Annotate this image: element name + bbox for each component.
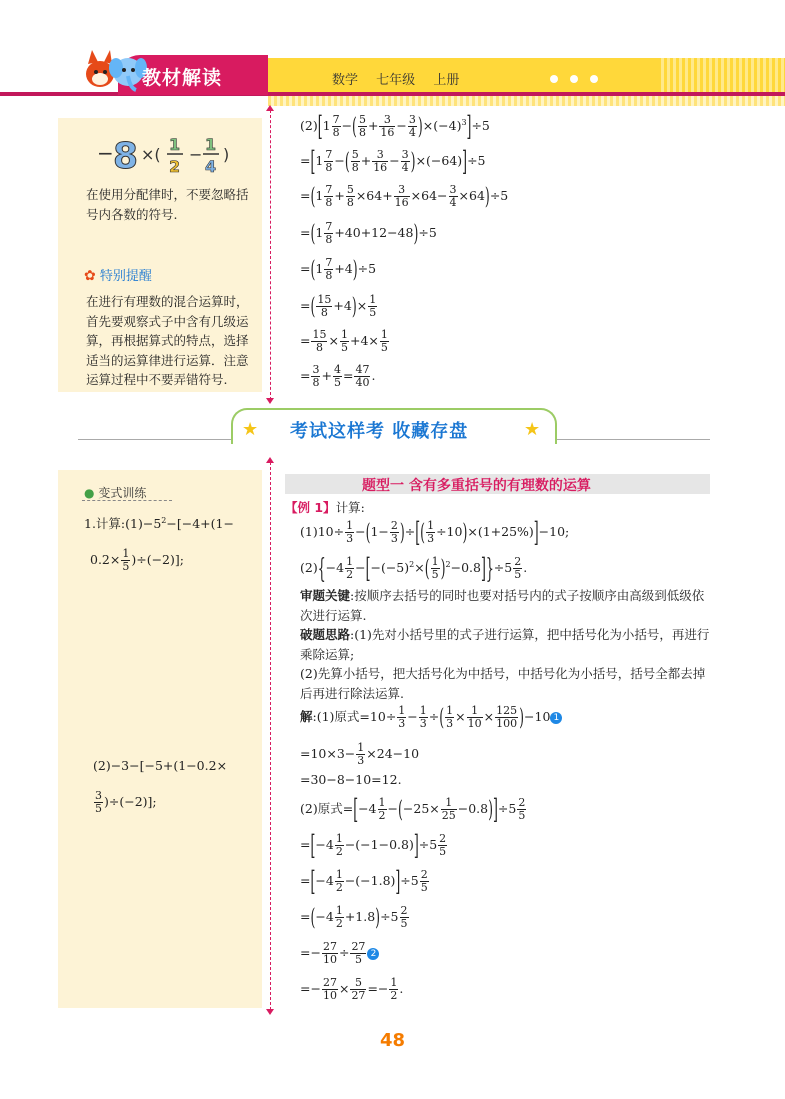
fox-icon: ✿ — [84, 268, 96, 284]
q1-prefix: 1.计算:(1)−5 — [84, 516, 162, 531]
practice-q1-line2: 0.2× $\frac{1}{5}$ )÷(−2)]; — [90, 547, 184, 573]
svg-text:1: 1 — [169, 135, 181, 154]
example-tail: 计算: — [335, 500, 365, 515]
top-solution-line-8: = $\frac{3}{8}$ + $\frac{4}{5}$ = $\frac{47}{40}$ . — [300, 363, 376, 389]
star-icon: ★ — [524, 419, 541, 440]
solving-idea — [300, 625, 712, 664]
solution-2-line-1: (2)原式=[−4 $\frac{1}{2}$ −(−25× $\frac{1}{25}$ −0.8)]÷5 $\frac{2}{5}$ — [300, 792, 526, 825]
divider-arrow-icon — [266, 105, 274, 111]
divider-arrow-icon — [266, 457, 274, 463]
top-solution-line-5: =(1 $\frac{7}{8}$ +4)÷5 — [300, 254, 377, 283]
idea-label: 破题思路 — [300, 627, 351, 642]
q1-rest: −[−4+(1− — [166, 516, 234, 531]
section-title: 教材解读 — [142, 67, 223, 89]
svg-text:−: − — [189, 145, 203, 164]
divider-arrow-icon — [266, 1009, 274, 1015]
svg-text:×(: ×( — [141, 145, 161, 164]
svg-text:8: 8 — [113, 136, 139, 177]
volume-label: 上册 — [433, 73, 460, 88]
book-info — [332, 69, 473, 88]
example-label: 【例 1】 — [285, 500, 336, 515]
tip-label: 特别提醒 — [99, 269, 152, 284]
fox-elephant-mascot-icon — [78, 46, 148, 96]
practice-underline — [82, 500, 172, 502]
star-icon: ★ — [242, 419, 259, 440]
top-solution-line-7: = $\frac{15}{8}$ × $\frac{1}{5}$ +4× $\frac{1}{5}$ — [300, 328, 388, 354]
solve-label: 解 — [300, 709, 313, 724]
q2-line2-end: )÷(−2)]; — [104, 794, 157, 809]
solution-2-line-4: =(−4 $\frac{1}{2}$ +1.8)÷5 $\frac{2}{5}$ — [300, 902, 408, 931]
q1-exponent: 2 — [161, 515, 167, 525]
practice-q2-line2: $\frac{3}{5}$ )÷(−2)]; — [95, 789, 157, 815]
key-label: 审题关键 — [300, 588, 351, 603]
solution-2-line-6: =− $\frac{27}{10}$ × $\frac{5}{27}$ =− $\frac{1}{2}$ . — [300, 976, 404, 1002]
idea-text-1: :(1)先对小括号里的式子进行运算，把中括号化为小括号，再进行乘除运算; — [300, 627, 710, 662]
key-text: :按顺序去括号的同时也要对括号内的式子按顺序由高级到低级依次进行运算. — [300, 588, 705, 623]
header-stripe-right — [658, 58, 785, 92]
top-solution-line-2: =[1 $\frac{7}{8}$ −( $\frac{5}{8}$ + $\frac{3}{16}$ − $\frac{3}{4}$ )×(−64)]÷5 — [300, 144, 486, 177]
practice-q2-line1: (2)−3−[−5+(1−0.2× — [93, 758, 228, 773]
column-divider — [270, 110, 271, 400]
practice-label: 变式训练 — [98, 486, 147, 500]
idea-text-2: (2)先算小括号，把大括号化为中括号，中括号化为小括号，括号全都去掉后再进行除法运算. — [300, 666, 706, 701]
practice-q1-line1 — [84, 514, 234, 532]
top-solution-line-6: =( $\frac{15}{8}$ +4)× $\frac{1}{5}$ — [300, 291, 377, 320]
divider-arrow-icon — [266, 398, 274, 404]
svg-text:): ) — [223, 145, 230, 164]
example-part-2: (2){−4 $\frac{1}{2}$ $-[-(-5)^2\times$( $\frac{1}{5}$ )$^2$−0.8]}÷5 $\frac{2}{5}$ . — [300, 551, 528, 584]
type-title: 题型一 含有多重括号的有理数的运算 — [362, 478, 591, 494]
top-solution-line-4: =(1 $\frac{7}{8}$ +40+12−48)÷5 — [300, 218, 437, 247]
tip-text: 在进行有理数的混合运算时，首先要观察式子中含有几级运算，再根据算式的特点，选择适当的运算律进行运算．注意运算过程中不要弄错符号. — [86, 294, 249, 387]
step-marker-2: 2 — [367, 948, 379, 960]
key-analysis — [300, 586, 712, 625]
svg-text:2: 2 — [169, 157, 181, 176]
q1-line2-start: 0.2× — [90, 552, 121, 567]
column-divider — [270, 462, 271, 1010]
q1-line2-end: )÷(−2)]; — [131, 552, 184, 567]
header-dot — [570, 75, 578, 83]
header-dot — [590, 75, 598, 83]
solution-1-line-1: 解:(1)原式=10÷ $\frac{1}{3}$ − $\frac{1}{3}$ ÷( $\frac{1}{3}$ × $\frac{1}{10}$ × $\frac{125}{100}$ )−10 1 — [300, 705, 562, 730]
step-marker-1: 1 — [550, 712, 562, 724]
grade-label: 七年级 — [376, 73, 416, 88]
distributive-law-illustration — [95, 128, 255, 178]
top-solution-line-3: =(1 $\frac{7}{8}$ + $\frac{5}{8}$ ×64+ $\frac{3}{16}$ ×64− $\frac{3}{4}$ ×64)÷5 — [300, 181, 509, 210]
subject-label: 数学 — [332, 73, 359, 88]
header-dot — [550, 75, 558, 83]
svg-text:−: − — [97, 141, 114, 165]
side-note-text: 在使用分配律时，不要忽略括号内各数的符号. — [86, 187, 249, 222]
practice-header — [84, 484, 146, 501]
svg-text:4: 4 — [205, 157, 217, 176]
solution-2-line-2: =[−4 $\frac{1}{2}$ −(−1−0.8)]÷5 $\frac{2}{5}$ — [300, 828, 447, 861]
svg-text:1: 1 — [205, 135, 217, 154]
solution-1-line-2: =10×3− $\frac{1}{3}$ ×24−10 — [300, 741, 420, 767]
solution-1-line-3: =30−8−10=12. — [300, 772, 402, 787]
exam-banner-title: 考试这样考 收藏存盘 — [290, 421, 469, 442]
tip-header — [84, 265, 152, 284]
header-stripe-lower — [268, 96, 785, 106]
solution-2-line-3: =[−4 $\frac{1}{2}$ −(−1.8)]÷5 $\frac{2}{5}$ — [300, 864, 428, 897]
example-heading — [285, 498, 365, 516]
solution-2-line-5: =− $\frac{27}{10}$ ÷ $\frac{27}{5}$ 2 — [300, 941, 379, 966]
top-solution-line-1: (2)[1 $\frac{7}{8}$ −( $\frac{5}{8}$ + $\frac{3}{16}$ − $\frac{3}{4}$ )$\times(-4)^3]\div 5$ — [300, 109, 490, 142]
example-part-1: (1)10÷ $\frac{1}{3}$ −(1− $\frac{2}{3}$ )÷[( $\frac{1}{3}$ ÷10)×(1+25%)]−10; — [300, 515, 570, 548]
page-number: 48 — [380, 1030, 406, 1051]
leaf-icon: ● — [84, 486, 95, 500]
